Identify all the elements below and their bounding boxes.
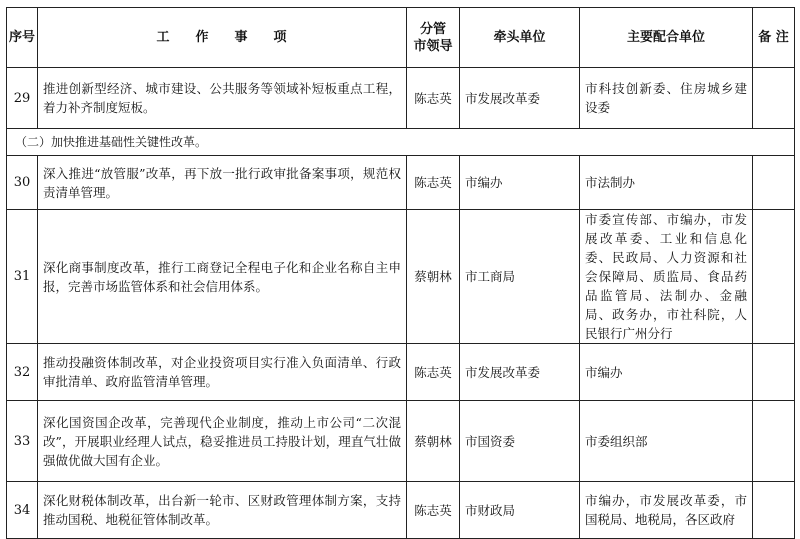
work-item: 深化财税体制改革，出台新一轮市、区财政管理体制方案，支持推动国税、地税征管体制改革。 xyxy=(38,482,407,539)
row-number: 34 xyxy=(7,482,38,539)
work-item: 深入推进“放管服”改革，再下放一批行政审批备案事项，规范权责清单管理。 xyxy=(38,156,407,210)
table-row xyxy=(7,344,795,401)
table-row xyxy=(7,401,795,482)
work-item: 深化国资国企改革，完善现代企业制度，推动上市公司“二次混改”，开展职业经理人试点，稳妥推进员工持股计划，理直气壮做强做优做大国有企业。 xyxy=(38,401,407,482)
remark-cell xyxy=(753,156,795,210)
row-number: 33 xyxy=(7,401,38,482)
table-row xyxy=(7,156,795,210)
table-row xyxy=(7,482,795,539)
work-item: 推动投融资体制改革，对企业投资项目实行准入负面清单、行政审批清单、政府监管清单管理。 xyxy=(38,344,407,401)
row-number: 32 xyxy=(7,344,38,401)
work-item: 深化商事制度改革，推行工商登记全程电子化和企业名称自主申报，完善市场监管体系和社会信用体系。 xyxy=(38,210,407,344)
remark-cell xyxy=(753,401,795,482)
section-heading: （二）加快推进基础性关键性改革。 xyxy=(7,129,795,156)
header-leader-line1: 分管 xyxy=(419,21,446,37)
coop-units: 市委宣传部、市编办，市发展改革委、工业和信息化委、民政局、人力资源和社会保障局、质监局、食品药品监管局、法制办、金融局、政务办，市社科院，人民银行广州分行 xyxy=(580,210,753,344)
lead-unit: 市工商局 xyxy=(460,210,580,344)
work-plan-table xyxy=(6,7,795,539)
coop-units: 市编办 xyxy=(580,344,753,401)
header-leader xyxy=(407,8,460,68)
remark-cell xyxy=(753,344,795,401)
header-remarks: 备 注 xyxy=(753,8,795,68)
header-work-items: 工作事项 xyxy=(38,8,407,68)
header-lead-unit: 牵头单位 xyxy=(460,8,580,68)
row-number: 30 xyxy=(7,156,38,210)
header-coop-units: 主要配合单位 xyxy=(580,8,753,68)
row-number: 31 xyxy=(7,210,38,344)
lead-unit: 市编办 xyxy=(460,156,580,210)
remark-cell xyxy=(753,210,795,344)
coop-units: 市科技创新委、住房城乡建设委 xyxy=(580,68,753,129)
leader: 蔡朝林 xyxy=(407,210,460,344)
remark-cell xyxy=(753,68,795,129)
coop-units: 市委组织部 xyxy=(580,401,753,482)
table-row xyxy=(7,210,795,344)
lead-unit: 市发展改革委 xyxy=(460,344,580,401)
row-number: 29 xyxy=(7,68,38,129)
header-row xyxy=(7,8,795,68)
leader: 陈志英 xyxy=(407,344,460,401)
header-leader-line2: 市领导 xyxy=(413,38,453,54)
leader: 陈志英 xyxy=(407,482,460,539)
leader: 陈志英 xyxy=(407,156,460,210)
remark-cell xyxy=(753,482,795,539)
header-seq: 序号 xyxy=(7,8,38,68)
leader: 陈志英 xyxy=(407,68,460,129)
table-row xyxy=(7,68,795,129)
coop-units: 市法制办 xyxy=(580,156,753,210)
lead-unit: 市财政局 xyxy=(460,482,580,539)
leader: 蔡朝林 xyxy=(407,401,460,482)
coop-units: 市编办，市发展改革委，市国税局、地税局，各区政府 xyxy=(580,482,753,539)
section-row xyxy=(7,129,795,156)
lead-unit: 市发展改革委 xyxy=(460,68,580,129)
lead-unit: 市国资委 xyxy=(460,401,580,482)
work-item: 推进创新型经济、城市建设、公共服务等领域补短板重点工程，着力补齐制度短板。 xyxy=(38,68,407,129)
